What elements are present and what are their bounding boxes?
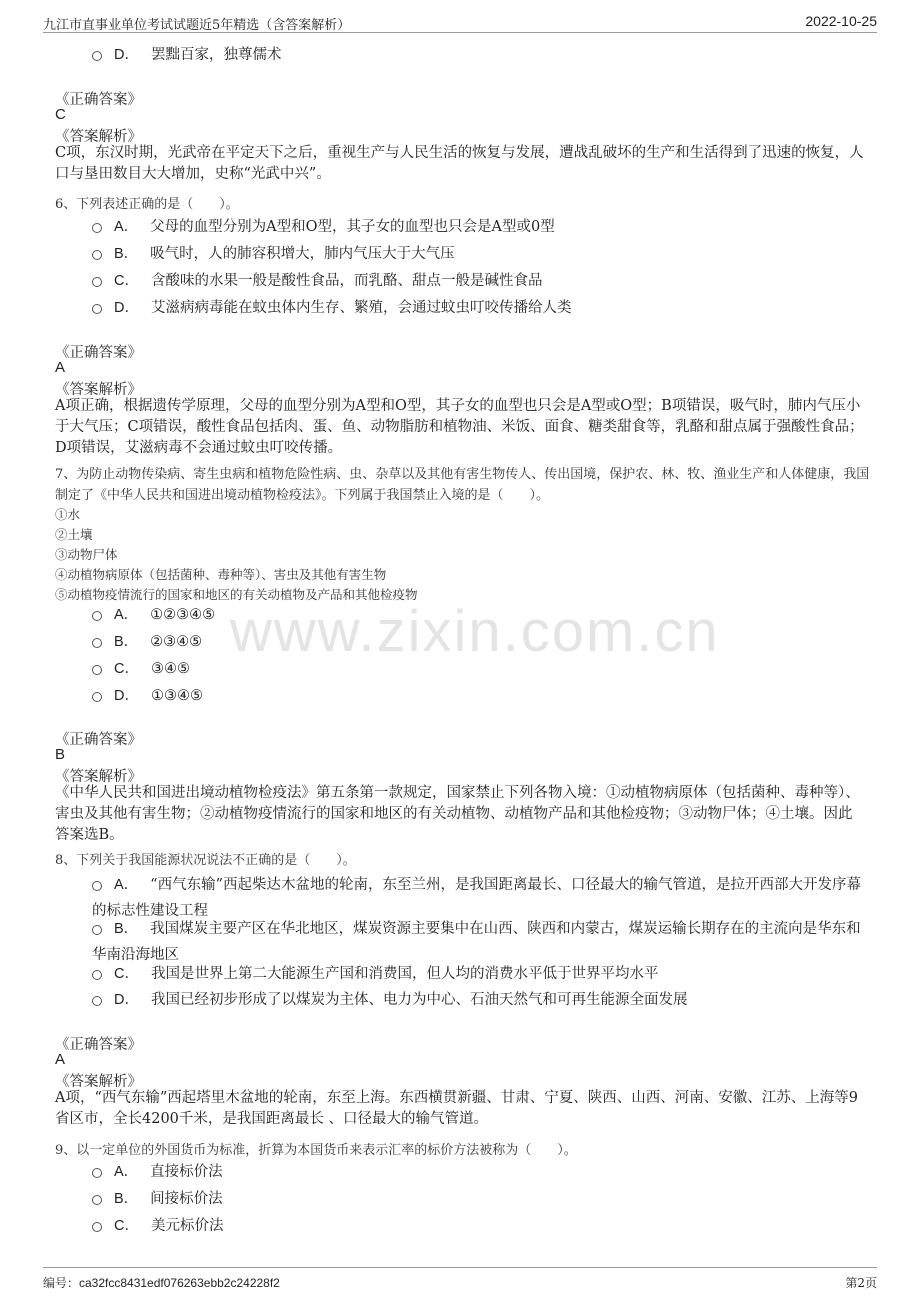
q8-option-d[interactable]: D． 我国已经初步形成了以煤炭为主体、电力为中心、石油天然气和可再生能源全面发展 <box>92 987 862 1013</box>
correct-answer: B <box>55 746 66 763</box>
page-number: 第2页 <box>845 1276 877 1290</box>
correct-answer: C <box>55 106 66 123</box>
radio-icon[interactable] <box>92 692 102 702</box>
document-title: 九江市直事业单位考试试题近5年精选（含答案解析） <box>43 18 351 33</box>
page-footer <box>43 1267 877 1292</box>
analysis-text: A项正确，根据遗传学原理，父母的血型分别为A型和O型，其子女的血型也只会是A型或O型；B项错误，吸气时，肺内气压小于大气压；C项错误，酸性食品包括肉、蛋、鱼、动物脂肪和植物油、米饭、面食、糖类甜食等，乳酪和甜点属于强酸性食品；D项错误，艾滋病毒不会通过蚊虫叮咬传播。 <box>55 398 864 456</box>
analysis-text: A项，“西气东输”西起塔里木盆地的轮南，东至上海。东西横贯新疆、甘肃、宁夏、陕西、山西、河南、安徽、江苏、上海等9省区市，全长4200千米，是我国距离最长 、口径最大的输气管道。 <box>55 1090 859 1127</box>
radio-icon[interactable] <box>92 925 102 935</box>
radio-icon[interactable] <box>92 1168 102 1178</box>
analysis-label: 《答案解析》 <box>55 382 142 398</box>
q7-option-c[interactable]: C． ③④⑤ <box>92 656 862 682</box>
analysis-label: 《答案解析》 <box>55 1074 142 1090</box>
analysis-label: 《答案解析》 <box>55 129 142 145</box>
radio-icon[interactable] <box>92 611 102 621</box>
page-header <box>43 10 877 33</box>
analysis-label: 《答案解析》 <box>55 769 142 785</box>
q7-option-b[interactable]: B． ②③④⑤ <box>92 629 862 655</box>
watermark: www.zixin.com.cn <box>230 599 720 664</box>
list-item: ③动物尸体 <box>55 547 118 562</box>
radio-icon[interactable] <box>92 1222 102 1232</box>
radio-icon[interactable] <box>92 881 102 891</box>
radio-icon[interactable] <box>92 970 102 980</box>
question-text: 9、以一定单位的外国货币为标准，折算为本国货币来表示汇率的标价方法被称为（ ）。 <box>55 1143 577 1158</box>
radio-icon[interactable] <box>92 250 102 260</box>
radio-icon[interactable] <box>92 51 102 61</box>
correct-answer-label: 《正确答案》 <box>55 92 142 108</box>
question-text: 7、为防止动物传染病、寄生虫病和植物危险性病、虫、杂草以及其他有害生物传人、传出国境，保护农、林、牧、渔业生产和人体健康，我国制定了《中华人民共和国进出境动植物检疫法》。下列属于我国禁止入境的是（ ）。 <box>55 467 870 503</box>
correct-answer-label: 《正确答案》 <box>55 732 142 748</box>
q6-option-d[interactable]: D． 艾滋病病毒能在蚊虫体内生存、繁殖，会通过蚊虫叮咬传播给人类 <box>92 295 862 321</box>
q6-option-c[interactable]: C． 含酸味的水果一般是酸性食品，而乳酪、甜点一般是碱性食品 <box>92 268 862 294</box>
question-text: 6、下列表述正确的是（ ）。 <box>55 197 239 212</box>
radio-icon[interactable] <box>92 996 102 1006</box>
radio-icon[interactable] <box>92 304 102 314</box>
radio-icon[interactable] <box>92 223 102 233</box>
q7-option-d[interactable]: D． ①③④⑤ <box>92 683 862 709</box>
document-code: 编号：ca32fcc8431edf076263ebb2c24228f2 <box>43 1276 280 1290</box>
q9-option-a[interactable]: A． 直接标价法 <box>92 1159 862 1185</box>
list-item: ⑤动植物疫情流行的国家和地区的有关动植物及产品和其他检疫物 <box>55 587 418 602</box>
q5-option-d[interactable]: D． 罢黜百家，独尊儒术 <box>92 42 862 68</box>
q8-option-a[interactable]: A． “西气东输”西起柴达木盆地的轮南，东至兰州，是我国距离最长、口径最大的输气管道，是拉开西部大开发序幕的标志性建设工程 <box>92 877 861 919</box>
list-item: ②土壤 <box>55 527 93 542</box>
document-date: 2022-10-25 <box>805 13 877 29</box>
correct-answer-label: 《正确答案》 <box>55 1037 142 1053</box>
correct-answer: A <box>55 359 66 376</box>
q9-option-c[interactable]: C． 美元标价法 <box>92 1213 862 1239</box>
correct-answer: A <box>55 1051 66 1068</box>
radio-icon[interactable] <box>92 277 102 287</box>
radio-icon[interactable] <box>92 638 102 648</box>
q9-option-b[interactable]: B． 间接标价法 <box>92 1186 862 1212</box>
list-item: ④动植物病原体（包括菌种、毒种等）、害虫及其他有害生物 <box>55 567 387 582</box>
q6-option-a[interactable]: A． 父母的血型分别为A型和O型，其子女的血型也只会是A型或0型 <box>92 214 862 240</box>
q8-option-b[interactable]: B． 我国煤炭主要产区在华北地区，煤炭资源主要集中在山西、陕西和内蒙古，煤炭运输长期存在的主流向是华东和华南沿海地区 <box>92 921 861 963</box>
q6-option-b[interactable]: B． 吸气时，人的肺容积增大，肺内气压大于大气压 <box>92 241 862 267</box>
radio-icon[interactable] <box>92 1195 102 1205</box>
q7-option-a[interactable]: A． ①②③④⑤ <box>92 602 862 628</box>
correct-answer-label: 《正确答案》 <box>55 345 142 361</box>
radio-icon[interactable] <box>92 665 102 675</box>
analysis-text: 《中华人民共和国进出境动植物检疫法》第五条第一款规定，国家禁止下列各物入境：①动植物病原体（包括菌种、毒种等）、害虫及其他有害生物；②动植物疫情流行的国家和地区的有关动植物、动植物产品和其他检疫物；③动物尸体；④土壤。因此答案选B。 <box>55 785 860 843</box>
question-text: 8、下列关于我国能源状况说法不正确的是（ ）。 <box>55 853 356 868</box>
q8-option-c[interactable]: C． 我国是世界上第二大能源生产国和消费国，但人均的消费水平低于世界平均水平 <box>92 961 862 987</box>
list-item: ①水 <box>55 507 81 522</box>
analysis-text: C项，东汉时期，光武帝在平定天下之后，重视生产与人民生活的恢复与发展，遭战乱破坏的生产和生活得到了迅速的恢复，人口与垦田数目大大增加，史称“光武中兴”。 <box>55 145 864 182</box>
